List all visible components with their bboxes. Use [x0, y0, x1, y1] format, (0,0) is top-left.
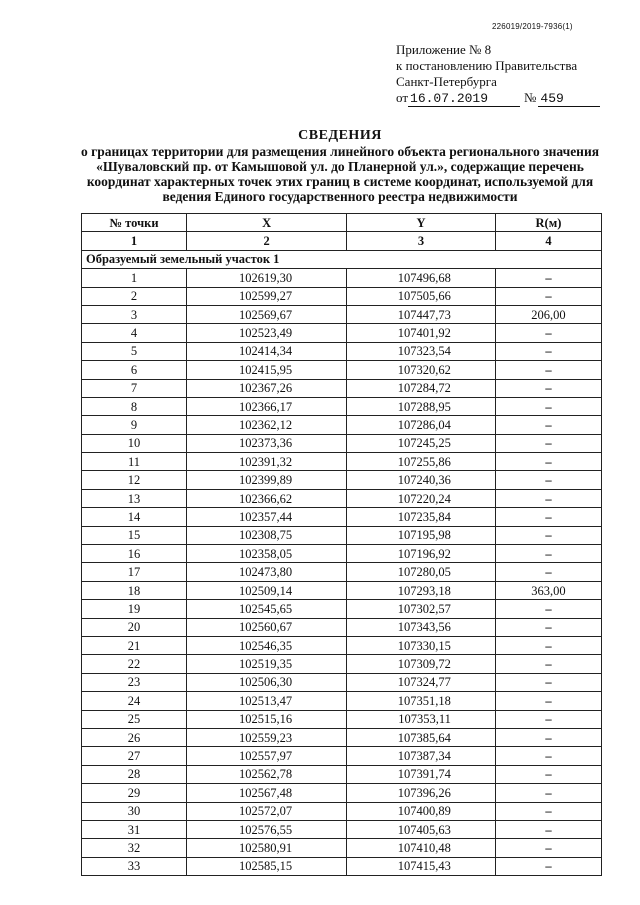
point-number-cell: 14	[82, 508, 187, 526]
section-label: Образуемый земельный участок 1	[82, 250, 602, 268]
table-row	[82, 857, 602, 875]
table-row	[82, 673, 602, 691]
x-coordinate-cell: 102358,05	[187, 545, 347, 563]
radius-cell: –	[495, 857, 601, 875]
title-line-4: ведения Единого государственного реестра недвижимости	[162, 189, 518, 204]
document-title	[40, 128, 640, 204]
coordinates-table	[81, 213, 602, 876]
point-number-cell: 27	[82, 747, 187, 765]
radius-cell: –	[495, 489, 601, 507]
y-coordinate-cell: 107351,18	[347, 692, 496, 710]
radius-cell: –	[495, 434, 601, 452]
x-coordinate-cell: 102562,78	[187, 765, 347, 783]
radius-cell: –	[495, 784, 601, 802]
table-row	[82, 581, 602, 599]
table-row	[82, 416, 602, 434]
table-row	[82, 434, 602, 452]
y-coordinate-cell: 107405,63	[347, 820, 496, 838]
table-row	[82, 342, 602, 360]
x-coordinate-cell: 102415,95	[187, 361, 347, 379]
radius-cell: –	[495, 710, 601, 728]
point-number-cell: 28	[82, 765, 187, 783]
point-number-cell: 5	[82, 342, 187, 360]
table-row	[82, 379, 602, 397]
table-row	[82, 397, 602, 415]
index-cell-4: 4	[495, 232, 601, 250]
x-coordinate-cell: 102473,80	[187, 563, 347, 581]
x-coordinate-cell: 102414,34	[187, 342, 347, 360]
x-coordinate-cell: 102569,67	[187, 305, 347, 323]
y-coordinate-cell: 107280,05	[347, 563, 496, 581]
point-number-cell: 30	[82, 802, 187, 820]
table-row	[82, 839, 602, 857]
y-coordinate-cell: 107385,64	[347, 728, 496, 746]
radius-cell: –	[495, 324, 601, 342]
y-coordinate-cell: 107496,68	[347, 269, 496, 287]
table-row	[82, 618, 602, 636]
point-number-cell: 10	[82, 434, 187, 452]
x-coordinate-cell: 102545,65	[187, 600, 347, 618]
x-coordinate-cell: 102523,49	[187, 324, 347, 342]
radius-cell: –	[495, 508, 601, 526]
table-row	[82, 655, 602, 673]
table-row	[82, 545, 602, 563]
radius-cell: –	[495, 563, 601, 581]
x-coordinate-cell: 102599,27	[187, 287, 347, 305]
index-cell-2: 2	[187, 232, 347, 250]
y-coordinate-cell: 107400,89	[347, 802, 496, 820]
table-header-row	[82, 214, 602, 232]
title-heading: СВЕДЕНИЯ	[298, 128, 382, 143]
x-coordinate-cell: 102572,07	[187, 802, 347, 820]
y-coordinate-cell: 107387,34	[347, 747, 496, 765]
table-row	[82, 508, 602, 526]
x-coordinate-cell: 102515,16	[187, 710, 347, 728]
point-number-cell: 29	[82, 784, 187, 802]
x-coordinate-cell: 102391,32	[187, 453, 347, 471]
table-row	[82, 453, 602, 471]
point-number-cell: 33	[82, 857, 187, 875]
radius-cell: –	[495, 618, 601, 636]
radius-cell: –	[495, 636, 601, 654]
point-number-cell: 6	[82, 361, 187, 379]
table-row	[82, 600, 602, 618]
radius-cell: –	[495, 747, 601, 765]
decree-date: 16.07.2019	[408, 92, 520, 107]
header-point-number: № точки	[82, 214, 187, 232]
annex-line-2: к постановлению Правительства	[396, 58, 578, 73]
index-cell-3: 3	[347, 232, 496, 250]
y-coordinate-cell: 107505,66	[347, 287, 496, 305]
y-coordinate-cell: 107330,15	[347, 636, 496, 654]
radius-cell: –	[495, 379, 601, 397]
radius-cell: –	[495, 655, 601, 673]
radius-cell: –	[495, 765, 601, 783]
table-body	[82, 269, 602, 876]
y-coordinate-cell: 107240,36	[347, 471, 496, 489]
point-number-cell: 8	[82, 397, 187, 415]
point-number-cell: 12	[82, 471, 187, 489]
point-number-cell: 23	[82, 673, 187, 691]
table-section-row	[82, 250, 602, 268]
point-number-cell: 18	[82, 581, 187, 599]
radius-cell: –	[495, 471, 601, 489]
annex-line-1: Приложение № 8	[396, 42, 492, 57]
point-number-cell: 19	[82, 600, 187, 618]
x-coordinate-cell: 102506,30	[187, 673, 347, 691]
x-coordinate-cell: 102362,12	[187, 416, 347, 434]
table-row	[82, 361, 602, 379]
radius-cell: –	[495, 820, 601, 838]
x-coordinate-cell: 102373,36	[187, 434, 347, 452]
radius-cell: –	[495, 526, 601, 544]
x-coordinate-cell: 102366,62	[187, 489, 347, 507]
x-coordinate-cell: 102585,15	[187, 857, 347, 875]
radius-cell: –	[495, 453, 601, 471]
annex-line-3: Санкт-Петербурга	[396, 74, 497, 89]
table-row	[82, 784, 602, 802]
y-coordinate-cell: 107396,26	[347, 784, 496, 802]
y-coordinate-cell: 107196,92	[347, 545, 496, 563]
radius-cell: –	[495, 600, 601, 618]
x-coordinate-cell: 102509,14	[187, 581, 347, 599]
point-number-cell: 17	[82, 563, 187, 581]
number-prefix: №	[524, 90, 537, 105]
point-number-cell: 26	[82, 728, 187, 746]
x-coordinate-cell: 102366,17	[187, 397, 347, 415]
point-number-cell: 3	[82, 305, 187, 323]
x-coordinate-cell: 102513,47	[187, 692, 347, 710]
table-row	[82, 324, 602, 342]
point-number-cell: 13	[82, 489, 187, 507]
radius-cell: –	[495, 728, 601, 746]
x-coordinate-cell: 102367,26	[187, 379, 347, 397]
y-coordinate-cell: 107286,04	[347, 416, 496, 434]
title-line-2: «Шуваловский пр. от Камышовой ул. до Планерной ул.», содержащие перечень	[96, 159, 584, 174]
table-row	[82, 563, 602, 581]
radius-cell: 206,00	[495, 305, 601, 323]
y-coordinate-cell: 107284,72	[347, 379, 496, 397]
table-row	[82, 489, 602, 507]
point-number-cell: 20	[82, 618, 187, 636]
table-row	[82, 820, 602, 838]
document-number: 226019/2019-7936(1)	[492, 22, 573, 31]
point-number-cell: 25	[82, 710, 187, 728]
annex-block	[396, 42, 600, 107]
y-coordinate-cell: 107195,98	[347, 526, 496, 544]
y-coordinate-cell: 107320,62	[347, 361, 496, 379]
point-number-cell: 32	[82, 839, 187, 857]
y-coordinate-cell: 107324,77	[347, 673, 496, 691]
table-row	[82, 710, 602, 728]
x-coordinate-cell: 102559,23	[187, 728, 347, 746]
x-coordinate-cell: 102580,91	[187, 839, 347, 857]
y-coordinate-cell: 107245,25	[347, 434, 496, 452]
radius-cell: –	[495, 692, 601, 710]
table-row	[82, 526, 602, 544]
radius-cell: –	[495, 416, 601, 434]
y-coordinate-cell: 107447,73	[347, 305, 496, 323]
y-coordinate-cell: 107391,74	[347, 765, 496, 783]
x-coordinate-cell: 102576,55	[187, 820, 347, 838]
point-number-cell: 16	[82, 545, 187, 563]
x-coordinate-cell: 102308,75	[187, 526, 347, 544]
point-number-cell: 11	[82, 453, 187, 471]
header-x: X	[187, 214, 347, 232]
x-coordinate-cell: 102399,89	[187, 471, 347, 489]
y-coordinate-cell: 107415,43	[347, 857, 496, 875]
x-coordinate-cell: 102357,44	[187, 508, 347, 526]
y-coordinate-cell: 107302,57	[347, 600, 496, 618]
point-number-cell: 1	[82, 269, 187, 287]
radius-cell: –	[495, 269, 601, 287]
radius-cell: –	[495, 342, 601, 360]
decree-number: 459	[538, 92, 600, 107]
x-coordinate-cell: 102619,30	[187, 269, 347, 287]
radius-cell: –	[495, 361, 601, 379]
point-number-cell: 2	[82, 287, 187, 305]
table-row	[82, 636, 602, 654]
point-number-cell: 21	[82, 636, 187, 654]
table-row	[82, 692, 602, 710]
y-coordinate-cell: 107288,95	[347, 397, 496, 415]
x-coordinate-cell: 102546,35	[187, 636, 347, 654]
point-number-cell: 4	[82, 324, 187, 342]
x-coordinate-cell: 102560,67	[187, 618, 347, 636]
table-row	[82, 802, 602, 820]
point-number-cell: 22	[82, 655, 187, 673]
y-coordinate-cell: 107293,18	[347, 581, 496, 599]
point-number-cell: 7	[82, 379, 187, 397]
table-row	[82, 765, 602, 783]
annex-date-line	[396, 90, 600, 107]
y-coordinate-cell: 107343,56	[347, 618, 496, 636]
header-y: Y	[347, 214, 496, 232]
radius-cell: –	[495, 839, 601, 857]
table-row	[82, 287, 602, 305]
x-coordinate-cell: 102519,35	[187, 655, 347, 673]
radius-cell: 363,00	[495, 581, 601, 599]
y-coordinate-cell: 107323,54	[347, 342, 496, 360]
radius-cell: –	[495, 397, 601, 415]
y-coordinate-cell: 107410,48	[347, 839, 496, 857]
y-coordinate-cell: 107220,24	[347, 489, 496, 507]
point-number-cell: 24	[82, 692, 187, 710]
x-coordinate-cell: 102567,48	[187, 784, 347, 802]
point-number-cell: 31	[82, 820, 187, 838]
title-line-1: о границах территории для размещения линейного объекта регионального значения	[80, 144, 600, 159]
y-coordinate-cell: 107401,92	[347, 324, 496, 342]
y-coordinate-cell: 107255,86	[347, 453, 496, 471]
radius-cell: –	[495, 287, 601, 305]
table-row	[82, 471, 602, 489]
table-row	[82, 269, 602, 287]
radius-cell: –	[495, 802, 601, 820]
header-radius: R(м)	[495, 214, 601, 232]
y-coordinate-cell: 107353,11	[347, 710, 496, 728]
index-cell-1: 1	[82, 232, 187, 250]
table-row	[82, 747, 602, 765]
y-coordinate-cell: 107309,72	[347, 655, 496, 673]
radius-cell: –	[495, 545, 601, 563]
radius-cell: –	[495, 673, 601, 691]
table-row	[82, 728, 602, 746]
date-prefix: от	[396, 90, 409, 105]
title-line-3: координат характерных точек этих границ в системе координат, используемой для	[86, 174, 594, 189]
table-row	[82, 305, 602, 323]
table-index-row	[82, 232, 602, 250]
y-coordinate-cell: 107235,84	[347, 508, 496, 526]
x-coordinate-cell: 102557,97	[187, 747, 347, 765]
point-number-cell: 9	[82, 416, 187, 434]
point-number-cell: 15	[82, 526, 187, 544]
